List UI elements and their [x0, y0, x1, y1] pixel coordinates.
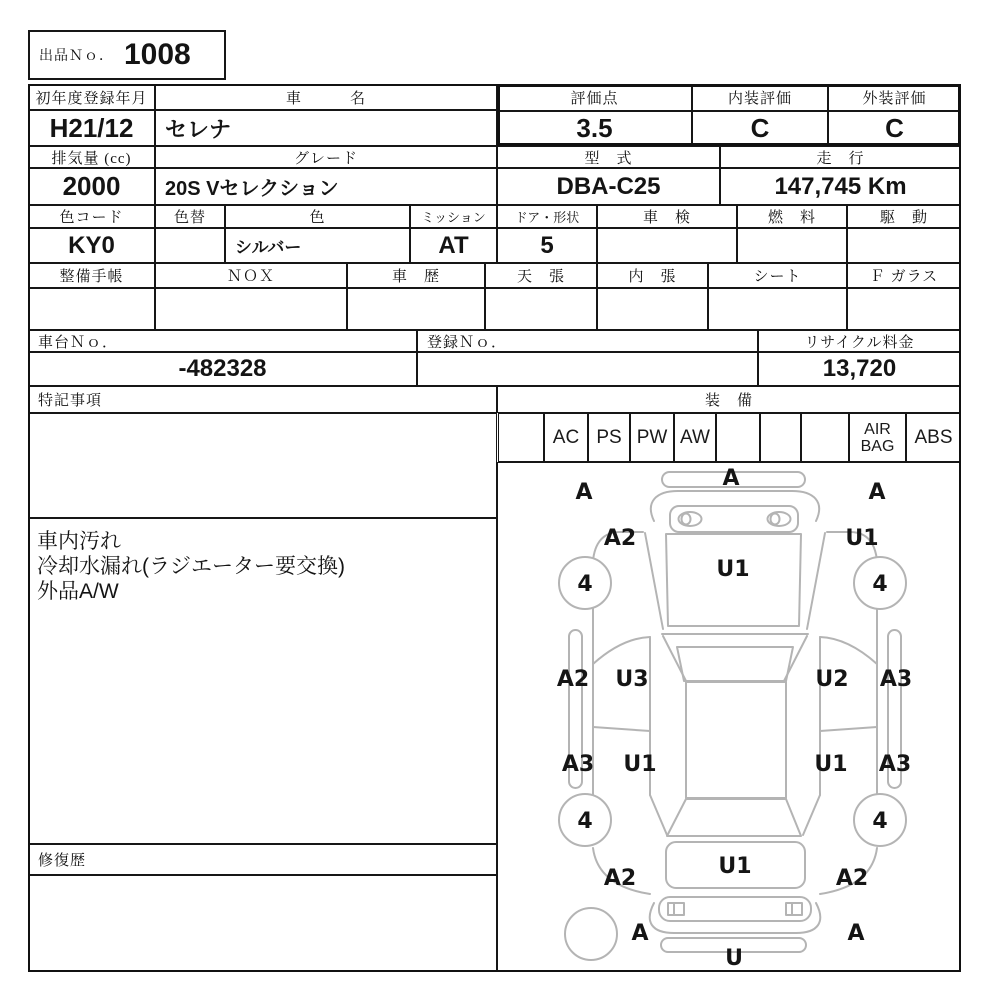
- transmission-value: AT: [410, 228, 497, 263]
- car-name-value: セレナ: [155, 110, 497, 146]
- equipment-cell-ps: PS: [588, 413, 630, 462]
- special-notes-box: [28, 518, 497, 844]
- special-notes-label: 特記事項: [28, 386, 497, 413]
- mark-left-front-fender: A2: [603, 526, 637, 551]
- lot-number-value: 1008: [124, 38, 191, 71]
- mark-left-rear-door-panel: U1: [623, 752, 657, 777]
- equipment-label: 装 備: [497, 386, 961, 413]
- nox-value: [155, 288, 347, 330]
- left-door-divider: [593, 727, 650, 731]
- equipment-cell-aw: AW: [674, 413, 716, 462]
- grade-value: 20S Vセレクション: [155, 168, 497, 205]
- right-c-pillar-line: [803, 795, 820, 835]
- mark-left-rear-wheel: 4: [577, 809, 593, 834]
- equipment-cell-0: [498, 413, 544, 462]
- equipment-cell-ac: AC: [544, 413, 588, 462]
- left-c-pillar-line: [650, 795, 667, 835]
- special-notes-empty-box: [28, 413, 497, 518]
- color-change-value: [155, 228, 225, 263]
- drive-value: [847, 228, 961, 263]
- chassis-no-value: -482328: [28, 352, 417, 386]
- equipment-cell-abs: ABS: [906, 413, 961, 462]
- mark-rear-bumper: U: [725, 946, 743, 971]
- model-code-label: 型 式: [497, 146, 720, 168]
- equipment-cell-pw: PW: [630, 413, 674, 462]
- rear-bumper-outline: [659, 897, 811, 921]
- lot-number-label: 出品Ｎｏ．: [39, 49, 114, 64]
- front-glass-value: [847, 288, 961, 330]
- special-note-line: 冷却水漏れ(ラジエーター要交換): [37, 555, 345, 578]
- registration-no-value: [417, 352, 758, 386]
- mark-front-right-corner: A: [868, 480, 886, 505]
- history-label: 車 歴: [347, 263, 485, 288]
- right-door-divider: [820, 727, 877, 731]
- interior-trim-value: [597, 288, 708, 330]
- displacement-label: 排気量 (cc): [28, 146, 155, 168]
- mark-right-front-fender: U1: [845, 526, 879, 551]
- seat-label: シート: [708, 263, 847, 288]
- headliner-value: [485, 288, 597, 330]
- grade-label: グレード: [155, 146, 497, 168]
- first-registration-value: H21/12: [28, 110, 155, 146]
- mark-right-rear-wheel: 4: [872, 809, 888, 834]
- color-label: 色: [225, 205, 410, 228]
- mark-front-bumper-top: A: [722, 466, 740, 491]
- mark-rear-left-corner: A: [631, 921, 649, 946]
- right-door-window-line: [820, 637, 877, 664]
- color-code-value: KY0: [28, 228, 155, 263]
- first-registration-label: 初年度登録年月: [28, 84, 155, 110]
- equipment-cell-5: [716, 413, 760, 462]
- transmission-label: ミッション: [410, 205, 497, 228]
- spare-tire-icon: [565, 908, 617, 960]
- mileage-value: 147,745 Km: [720, 168, 961, 205]
- displacement-value: 2000: [28, 168, 155, 205]
- nox-label: ＮＯＸ: [155, 263, 347, 288]
- mark-left-front-door-panel: U3: [615, 667, 649, 692]
- registration-no-label: 登録Ｎｏ．: [417, 330, 758, 352]
- doors-label: ドア・形状: [497, 205, 597, 228]
- mark-left-rear-door: A3: [561, 752, 595, 777]
- service-book-value: [28, 288, 155, 330]
- repair-history-label: 修復歴: [28, 844, 497, 875]
- mark-front-left-corner: A: [575, 480, 593, 505]
- right-fender-cowl-line: [807, 533, 825, 629]
- recycle-fee-value: 13,720: [758, 352, 961, 386]
- inspection-value: [597, 228, 737, 263]
- recycle-fee-label: リサイクル料金: [758, 330, 961, 352]
- fuel-value: [737, 228, 847, 263]
- a-pillars: [663, 636, 807, 681]
- rear-bumper-lip: [650, 903, 821, 933]
- history-value: [347, 288, 485, 330]
- mark-rear-right-corner: A: [847, 921, 865, 946]
- car-diagram: [497, 462, 961, 972]
- mark-tailgate: U1: [718, 854, 752, 879]
- mark-right-front-door: A3: [879, 667, 913, 692]
- interior-eval-label: 内装評価: [692, 84, 828, 111]
- color-code-label: 色コード: [28, 205, 155, 228]
- fuel-label: 燃 料: [737, 205, 847, 228]
- seat-value: [708, 288, 847, 330]
- mark-left-front-door: A2: [556, 667, 590, 692]
- mark-hood: U1: [716, 557, 750, 582]
- interior-trim-label: 内 張: [597, 263, 708, 288]
- equipment-cell-7: [801, 413, 849, 462]
- left-door-window-line: [593, 637, 650, 664]
- interior-eval-value: C: [692, 111, 828, 146]
- mark-right-front-door-panel: U2: [815, 667, 849, 692]
- exterior-eval-value: C: [828, 111, 961, 146]
- inspection-label: 車 検: [597, 205, 737, 228]
- equipment-cell-airbag: AIR BAG: [849, 413, 906, 462]
- headliner-label: 天 張: [485, 263, 597, 288]
- doors-value: 5: [497, 228, 597, 263]
- color-change-label: 色替: [155, 205, 225, 228]
- equipment-cell-6: [760, 413, 801, 462]
- evaluation-score-value: 3.5: [497, 111, 692, 146]
- front-glass-label: Ｆ ガラス: [847, 263, 961, 288]
- mark-right-rear-door-panel: U1: [814, 752, 848, 777]
- mark-left-quarter-panel: A2: [603, 866, 637, 891]
- mark-right-front-wheel: 4: [872, 572, 888, 597]
- drive-label: 駆 動: [847, 205, 961, 228]
- exterior-eval-label: 外装評価: [828, 84, 961, 111]
- roof-outline: [686, 682, 786, 798]
- mark-right-rear-door: A3: [878, 752, 912, 777]
- rear-window-outline: [667, 799, 801, 836]
- mileage-label: 走 行: [720, 146, 961, 168]
- lot-number-box: [28, 30, 226, 80]
- rear-left-reflector-icon: [668, 903, 684, 915]
- repair-history-value: [28, 875, 497, 972]
- rear-right-reflector-icon: [786, 903, 802, 915]
- evaluation-score-label: 評価点: [497, 84, 692, 111]
- left-fender-cowl-line: [645, 533, 663, 629]
- service-book-label: 整備手帳: [28, 263, 155, 288]
- mark-right-quarter-panel: A2: [835, 866, 869, 891]
- special-note-line: 車内汚れ: [37, 530, 121, 553]
- mark-left-front-wheel: 4: [577, 572, 593, 597]
- model-code-value: DBA-C25: [497, 168, 720, 205]
- chassis-no-label: 車台Ｎｏ．: [28, 330, 417, 352]
- car-name-label: 車 名: [155, 84, 497, 110]
- color-value: シルバー: [225, 228, 410, 263]
- special-note-line: 外品A/W: [37, 580, 119, 603]
- windshield-outline: [677, 647, 793, 681]
